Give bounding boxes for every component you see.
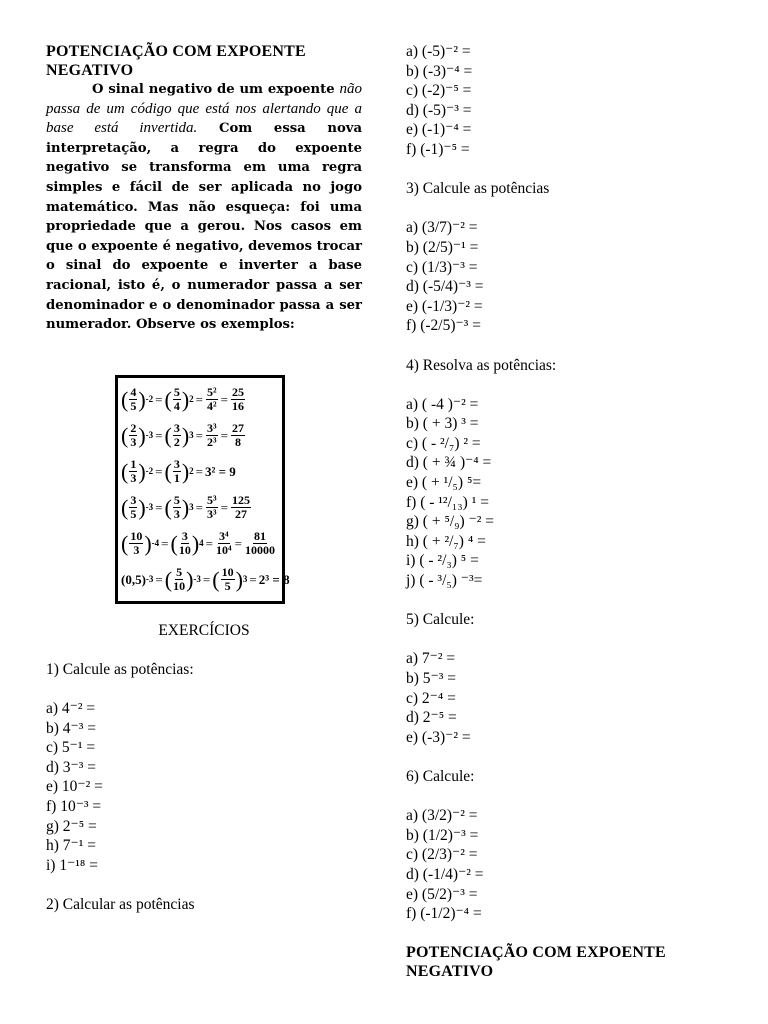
inverted-fraction: $\frac{5}{3}$ xyxy=(173,493,180,522)
power-fraction: $\frac{\text{3⁴}}{\text{10⁴}}$ xyxy=(216,529,232,558)
exercise-item: g) 2⁻⁵ = xyxy=(46,817,97,835)
exercise-item: j) ( - ³/₅) ⁻³= xyxy=(406,572,483,590)
inverted-fraction: $\frac{10}{5}$ xyxy=(221,565,234,594)
exercise-item: b) 5⁻³ = xyxy=(406,670,456,687)
q1-title: 1) Calcule as potências: xyxy=(46,660,194,678)
power-fraction: $\frac{\text{3³}}{\text{2³}}$ xyxy=(207,421,217,450)
exercise-item: f) ( - ¹²/₁₃) ¹ = xyxy=(406,493,489,511)
q1-list xyxy=(46,699,362,875)
para-rest: Com essa nova interpretação, a regra do expoente negativo se transforma em uma regra simples e fácil de ser aplicada no jogo matemático. Mas não esqueça: foi uma propriedade que a gerou. Nos casos em que o expoente é negativo, devemos trocar o sinal do expoente e inverter a base racional, isto é, o numerador passa a ser denominador e o denominador passa a ser numerador. Observe os exemplos: xyxy=(46,121,362,333)
exercise-item: e) (-3)⁻² = xyxy=(406,728,471,746)
exercise-item: e) ( + ¹/₅) ⁵= xyxy=(406,474,482,492)
exercise-item: b) 4⁻³ = xyxy=(46,719,96,737)
exercise-item: i) 1⁻¹⁸ = xyxy=(46,856,98,874)
q5-list xyxy=(406,649,736,747)
base-fraction: $\frac{10}{3}$ xyxy=(130,529,143,558)
exercise-item: c) (2/3)⁻² = xyxy=(406,846,478,864)
exercises-heading: EXERCÍCIOS xyxy=(158,621,250,639)
exercise-item: e) (5/2)⁻³ = xyxy=(406,885,478,903)
exercise-item: f) 10⁻³ = xyxy=(46,798,102,816)
exercise-item: a) (3/2)⁻² = xyxy=(406,807,478,825)
exercise-item: e) (-1/3)⁻² = xyxy=(406,297,483,315)
para-start: O sinal negativo de um xyxy=(92,82,264,97)
exercise-item: d) ( + ¾ )⁻⁴ = xyxy=(406,454,492,472)
exercise-item: b) (1/2)⁻³ = xyxy=(406,826,479,844)
example-row: ( $\frac{3}{5}$ ) -3 = ( $\frac{5}{3}$ ) 3 = $\frac{\text{5³}}{\text{3³}}$ = $\frac{125}{27}$ xyxy=(121,493,250,522)
exercise-item: a) 4⁻² = xyxy=(46,700,96,718)
right-column xyxy=(406,42,736,981)
exercise-item: c) (-2)⁻⁵ = xyxy=(406,82,472,100)
q6-list xyxy=(406,806,736,924)
exercise-item: c) (1/3)⁻³ = xyxy=(406,258,478,276)
exercise-item: b) (2/5)⁻¹ = xyxy=(406,238,479,256)
q5-title: 5) Calcule: xyxy=(406,611,475,629)
inverted-fraction: $\frac{3}{1}$ xyxy=(173,457,180,486)
exercise-item: h) ( + ²/₇) ⁴ = xyxy=(406,532,486,550)
exercise-item: b) ( + 3) ³ = xyxy=(406,415,479,433)
example-row: ( $\frac{10}{3}$ ) -4 = ( $\frac{3}{10}$ ) 4 = $\frac{\text{3⁴}}{\text{10⁴}}$ = $\frac{81}{10000}$ xyxy=(121,529,275,558)
page-title: POTENCIAÇÃO COM EXPOENTE NEGATIVO xyxy=(46,43,306,79)
result-fraction: $\frac{125}{27}$ xyxy=(231,493,250,522)
q4-title: 4) Resolva as potências: xyxy=(406,356,557,374)
example-row: (0,5) -3 = ( $\frac{5}{10}$ ) -3 = ( $\frac{10}{5}$ ) 3 = 2³ = 8 xyxy=(121,565,290,594)
result: 3² = 9 xyxy=(205,463,236,479)
exercise-item: d) (-5/4)⁻³ = xyxy=(406,278,484,296)
exercise-item: a) 7⁻² = xyxy=(406,650,456,668)
exercise-item: c) ( - ²/₇) ² = xyxy=(406,434,481,452)
exercise-item: b) (-3)⁻⁴ = xyxy=(406,62,473,80)
examples-box xyxy=(115,375,290,604)
exercise-item: f) (-1/2)⁻⁴ = xyxy=(406,905,482,923)
exercise-item: d) 2⁻⁵ = xyxy=(406,709,457,727)
exercise-item: a) (3/7)⁻² = xyxy=(406,219,478,237)
left-column xyxy=(46,42,362,915)
exercise-item: d) 3⁻³ = xyxy=(46,758,96,776)
base-fraction: $\frac{2}{3}$ xyxy=(130,421,137,450)
base-fraction: $\frac{3}{5}$ xyxy=(130,493,137,522)
exercise-item: c) 5⁻¹ = xyxy=(46,739,96,757)
exercise-item: e) 10⁻² = xyxy=(46,778,103,796)
result-fraction: $\frac{25}{16}$ xyxy=(231,385,244,414)
decimal-fraction: $\frac{5}{10}$ xyxy=(173,565,186,594)
exercise-item: c) 2⁻⁴ = xyxy=(406,689,456,707)
footer-title: POTENCIAÇÃO COM EXPOENTE NEGATIVO xyxy=(406,944,666,981)
inverted-fraction: $\frac{3}{10}$ xyxy=(178,529,191,558)
example-row: ( $\frac{4}{5}$ ) -2 = ( $\frac{5}{4}$ ) 2 = $\frac{\text{5²}}{\text{4²}}$ = $\frac{25}{16}$ xyxy=(121,385,244,414)
exercise-item: d) (-5)⁻³ = xyxy=(406,101,472,119)
exercise-item: a) ( -4 )⁻² = xyxy=(406,395,479,413)
q2-title: 2) Calcular as potências xyxy=(46,896,195,914)
example-row: ( $\frac{2}{3}$ ) -3 = ( $\frac{3}{2}$ ) 3 = $\frac{\text{3³}}{\text{2³}}$ = $\frac{27}{8}$ xyxy=(121,421,244,450)
q6-title: 6) Calcule: xyxy=(406,767,475,785)
inverted-fraction: $\frac{3}{2}$ xyxy=(173,421,180,450)
exercise-item: i) ( - ²/₃) ⁵ = xyxy=(406,552,479,570)
exercise-item: f) (-2/5)⁻³ = xyxy=(406,317,481,335)
exercise-item: h) 7⁻¹ = xyxy=(46,837,96,855)
q2-list xyxy=(406,42,736,160)
exercise-item: g) ( + ⁵/₉) ⁻² = xyxy=(406,513,495,531)
q4-list xyxy=(406,395,736,591)
base-fraction: $\frac{1}{3}$ xyxy=(130,457,137,486)
para-bold: expoente xyxy=(267,82,335,97)
base-fraction: $\frac{4}{5}$ xyxy=(130,385,137,414)
exercise-item: a) (-5)⁻² = xyxy=(406,43,471,60)
exercise-item: e) (-1)⁻⁴ = xyxy=(406,121,472,139)
intro-paragraph xyxy=(46,80,362,335)
example-row: ( $\frac{1}{3}$ ) -2 = ( $\frac{3}{1}$ ) 2 = 3² = 9 xyxy=(121,457,236,486)
result-fraction: $\frac{81}{10000}$ xyxy=(244,529,275,558)
power-fraction: $\frac{\text{5²}}{\text{4²}}$ xyxy=(207,385,217,414)
exercise-item: f) (-1)⁻⁵ = xyxy=(406,140,470,158)
result-fraction: $\frac{27}{8}$ xyxy=(231,421,244,450)
exercise-item: d) (-1/4)⁻² = xyxy=(406,865,484,883)
q3-title: 3) Calcule as potências xyxy=(406,180,550,198)
q3-list xyxy=(406,218,736,336)
power-fraction: $\frac{\text{5³}}{\text{3³}}$ xyxy=(207,493,217,522)
para-italic: não passa de um código que está nos alertando que a base está invertida. xyxy=(46,81,362,137)
inverted-fraction: $\frac{5}{4}$ xyxy=(173,385,180,414)
